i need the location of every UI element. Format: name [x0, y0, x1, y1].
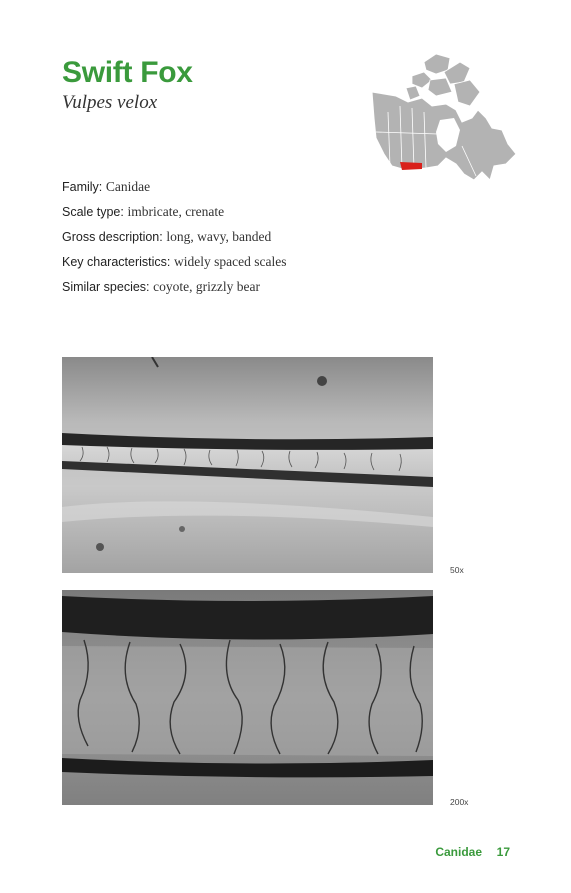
fact-value: imbricate, crenate [127, 204, 225, 219]
fact-value: long, wavy, banded [166, 229, 272, 244]
fact-scale-type [62, 203, 286, 228]
fact-label: Gross description: [62, 230, 163, 244]
fact-family [62, 178, 286, 203]
fact-label: Scale type: [62, 205, 124, 219]
fact-similar-species [62, 278, 286, 303]
fact-key-characteristics [62, 253, 286, 278]
fact-label: Family: [62, 180, 103, 194]
magnification-label: 200x [450, 797, 469, 807]
range-map [366, 48, 522, 193]
scientific-name: Vulpes velox [62, 92, 158, 113]
range-highlight [400, 162, 422, 170]
fact-label: Key characteristics: [62, 255, 171, 269]
page-footer [0, 845, 571, 861]
fact-value: Canidae [105, 179, 151, 194]
hair-micrograph-200x [62, 590, 433, 805]
hair-micrograph-50x [62, 357, 433, 573]
fact-value: widely spaced scales [174, 254, 287, 269]
footer-section: Canidae [435, 845, 482, 859]
magnification-label: 50x [450, 565, 464, 575]
species-facts [62, 178, 286, 303]
fact-label: Similar species: [62, 280, 150, 294]
fact-value: coyote, grizzly bear [153, 279, 260, 294]
species-title: Swift Fox [62, 56, 193, 89]
fact-gross-description [62, 228, 286, 253]
page-number: 17 [496, 845, 510, 859]
canada-map-icon [366, 48, 522, 193]
